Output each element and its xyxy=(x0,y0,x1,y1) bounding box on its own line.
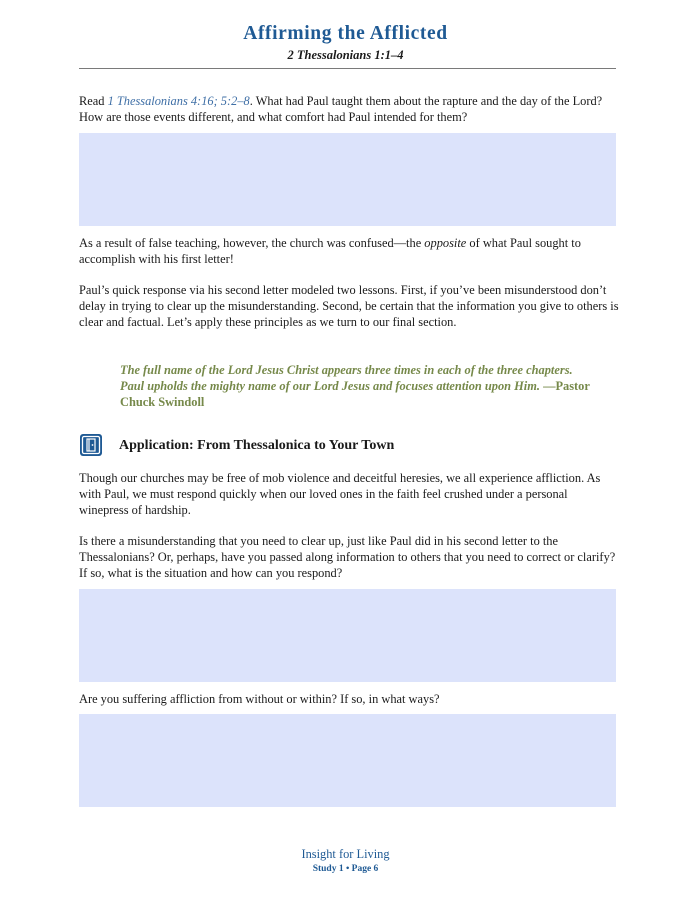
emphasis-text: opposite xyxy=(424,236,467,250)
paragraph-affliction: Though our churches may be free of mob violence and deceitful heresies, we all experience affliction. As with Paul, we must respond quickly when our loved ones in the faith feel crushed under a personal winepress of hardship. xyxy=(79,471,601,518)
footer-page-number: Study 1 • Page 6 xyxy=(312,864,379,874)
header-divider xyxy=(79,68,616,69)
question-text: Read xyxy=(79,94,108,108)
scripture-link[interactable]: 1 Thessalonians 4:16; 5:2–8 xyxy=(107,94,250,108)
page-header xyxy=(0,22,691,64)
question-suffering: Are you suffering affliction from without or within? If so, in what ways? xyxy=(79,692,440,706)
answer-box-3[interactable] xyxy=(79,714,616,807)
pull-quote xyxy=(120,362,590,411)
scripture-reference: 2 Thessalonians 1:1–4 xyxy=(287,48,404,62)
question-rapture xyxy=(79,93,619,125)
question-text-cont: . What had Paul taught them about the rapture and the day of the Lord? How are those events different, and what comfort had Paul intended for them? xyxy=(79,94,603,125)
answer-box-1[interactable] xyxy=(79,133,616,226)
quote-author: —Pastor Chuck Swindoll xyxy=(120,379,590,410)
quote-text: The full name of the Lord Jesus Christ appears three times in each of the three chapters. Paul upholds the mighty name of our Lord Jesus and focuses attention upon Him. xyxy=(120,363,573,394)
paragraph-confusion xyxy=(79,235,619,267)
page-title: Affirming the Afflicted xyxy=(243,23,448,44)
footer-organization: Insight for Living xyxy=(301,847,390,861)
paragraph-text-cont: of what Paul sought to accomplish with his first letter! xyxy=(79,236,581,267)
paragraph-text: As a result of false teaching, however, the church was confused—the xyxy=(79,236,425,250)
application-heading: Application: From Thessalonica to Your Town xyxy=(119,438,395,453)
answer-box-2[interactable] xyxy=(79,589,616,682)
question-misunderstanding: Is there a misunderstanding that you need to clear up, just like Paul did in his second letter to the Thessalonians? Or, perhaps, have you passed along information to others that you need to correct or clarify? If so, what is the situation and how can you respond? xyxy=(79,534,616,581)
door-icon xyxy=(80,434,102,456)
paragraph-lessons: Paul’s quick response via his second letter modeled two lessons. First, if you’ve been misunderstood don’t delay in trying to clear up the misunderstanding. Second, be certain that the information you give to others is clear and factual. Let’s apply these principles as we turn to our final section. xyxy=(79,283,619,330)
